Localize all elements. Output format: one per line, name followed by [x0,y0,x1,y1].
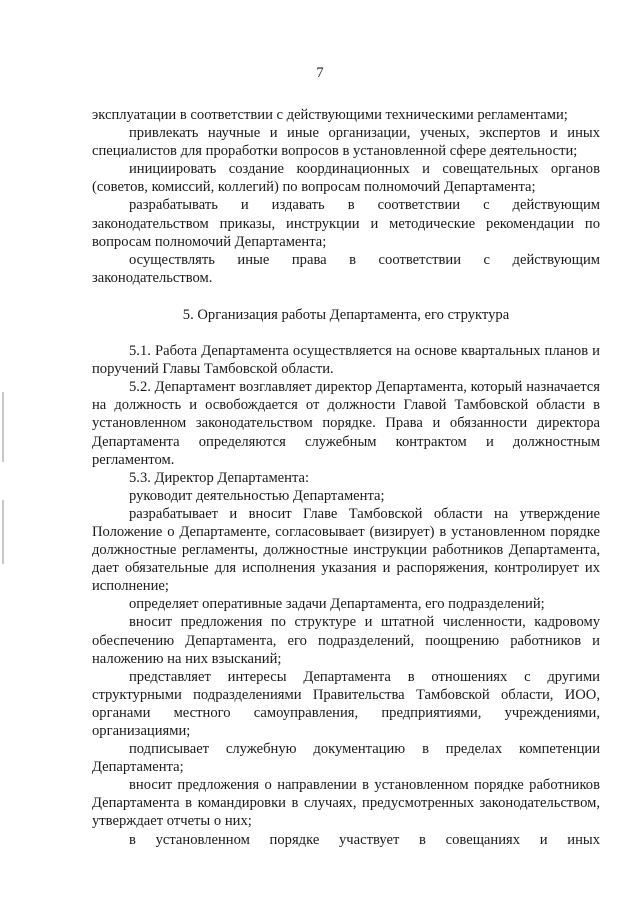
paragraph: осуществлять иные права в соответствии с действующим законодательством. [92,251,600,286]
paragraph: в установленном порядке участвует в совещаниях и иных [129,831,600,848]
paragraph: подписывает служебную документацию в пределах компетенции Департамента; [92,741,600,776]
paragraph: эксплуатации в соответствии с действующими техническими регламентами; [92,107,568,123]
paragraph: 5.3. Директор Департамента: [129,469,310,486]
paragraph: инициировать создание координационных и совещательных органов (советов, комиссий, коллегий) по вопросам полномочий Департамента; [92,161,600,196]
paragraphs-before [92,106,600,287]
paragraph: определяет оперативные задачи Департамента, его подразделений; [129,596,545,613]
section-heading: 5. Организация работы Департамента, его структура [182,306,510,323]
page-number: 7 [316,65,324,81]
paragraph: разрабатывает и вносит Главе Тамбовской области на утверждение Положение о Департаменте, согласовывает (визирует) в установленном порядке должностные регламенты, должностные инструкции работников Департамента, дает обязательные для исполнения указания и распоряжения, контролирует их исполнение; [92,505,600,595]
paragraph: разрабатывать и издавать в соответствии с действующим законодательством приказы, инструкции и методические рекомендации по вопросам полномочий Департамента; [92,197,600,250]
paragraph: руководит деятельностью Департамента; [129,487,385,504]
margin-scan-mark [2,500,4,564]
paragraph: 5.1. Работа Департамента осуществляется на основе квартальных планов и поручений Главы Тамбовской области. [92,343,600,378]
paragraphs-after [92,342,600,849]
paragraph: вносит предложения по структуре и штатной численности, кадровому обеспечению Департамента, его подразделений, поощрению работников и наложению на них взысканий; [92,614,600,667]
paragraph: представляет интересы Департамента в отношениях с другими структурными подразделениями Правительства Тамбовской области, ИОО, органами местного самоуправления, предприятиями, учреждениями, организациями; [92,668,600,739]
margin-scan-mark [2,392,4,462]
paragraph: 5.2. Департамент возглавляет директор Департамента, который назначается на должность и освобождается от должности Главой Тамбовской области в установленном законодательством порядке. Права и обязанности директора Департамента определяются служебным контрактом и должностным регламентом. [92,379,600,468]
paragraph: привлекать научные и иные организации, ученых, экспертов и иных специалистов для проработки вопросов в установленной сфере деятельности; [92,125,600,160]
paragraph: вносит предложения о направлении в установленном порядке работников Департамента в командировки в случаях, предусмотренных законодательством, утверждает отчеты о них; [92,777,600,830]
document-body [92,106,600,849]
